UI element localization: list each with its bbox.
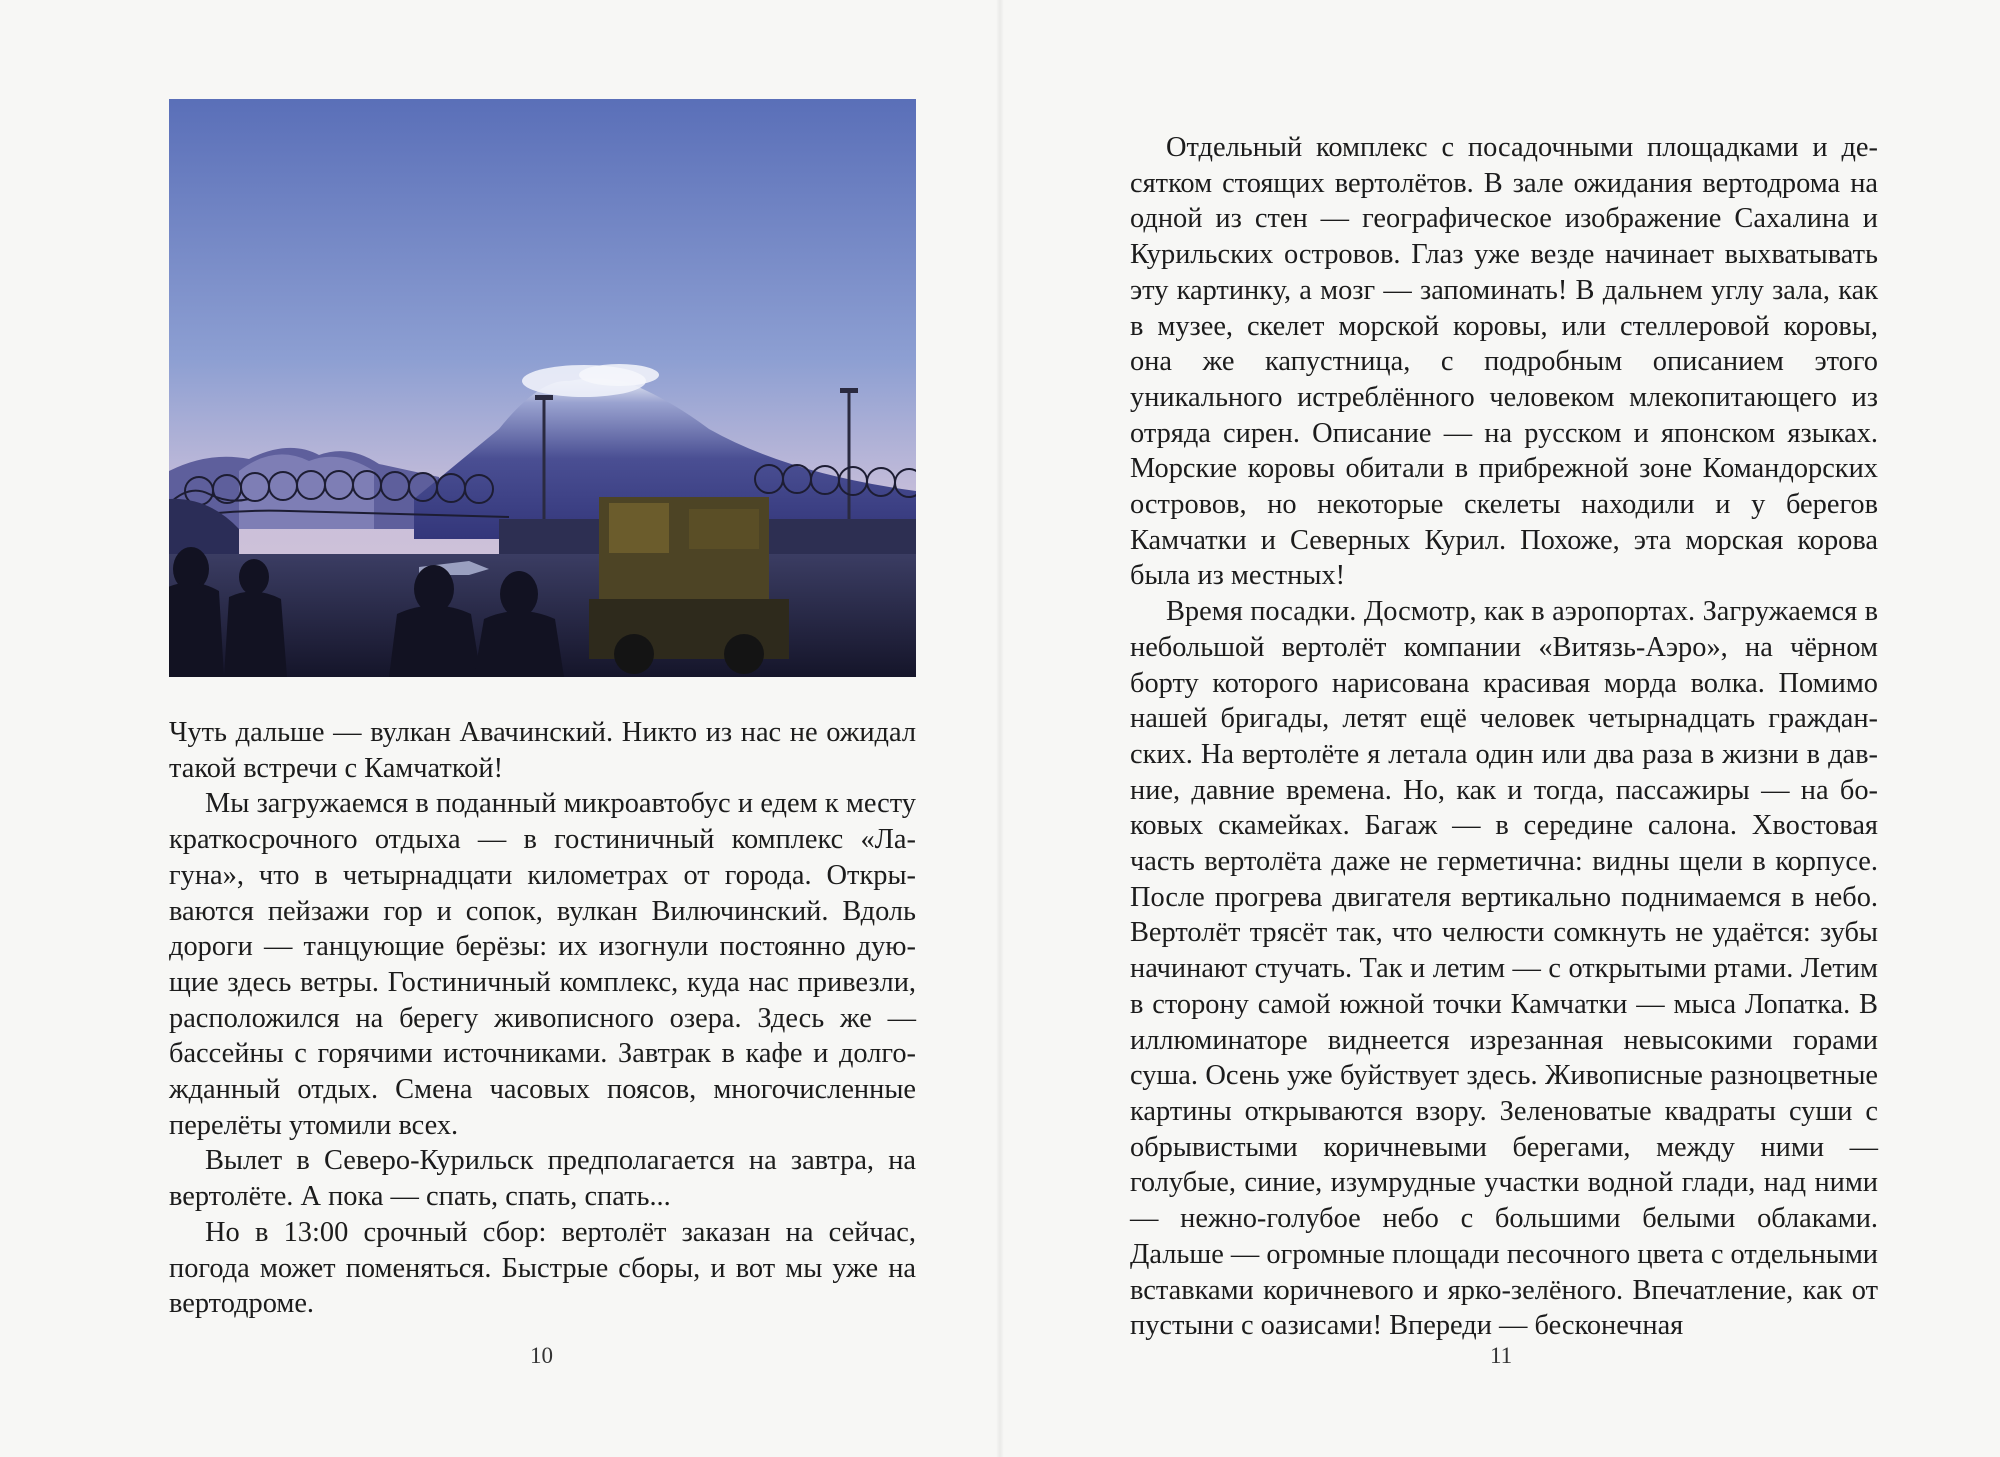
right-page-text xyxy=(1130,130,1878,1344)
volcano-photo-illustration xyxy=(169,99,916,677)
volcano-photo xyxy=(169,99,916,677)
paragraph: Отдельный комплекс с посадочными площадками и десятком стоящих вертолётов. В зале ожидания вертодрома на одной из стен — географическое изображение Сахалина и Курильских островов. Глаз уже везде начинает выхватывать эту картинку, а мозг — запоминать! В дальнем углу зала, как в музее, скелет морской коровы, или стеллеровой коровы, она же капустница, с подробным описанием этого уникального истреблённого человеком млекопитающего из отряда сирен. Описание — на русском и японском языках. Морские коровы обитали в прибрежной зоне Командорских островов, но некоторые скелеты находили и у берегов Камчатки и Северных Курил. Похоже, эта морская корова была из местных! xyxy=(1130,132,1878,592)
photo-caption: Чуть дальше — вулкан Авачинский. Никто из нас не ожидал такой встречи с Камчаткой! xyxy=(169,717,916,784)
paragraph: Вылет в Северо-Курильск предполагается на завтра, на вертолёте. А пока — спать, спать, спать... xyxy=(169,1145,916,1213)
right-page xyxy=(1000,0,2000,1457)
page-number-right: 11 xyxy=(1490,1343,1513,1368)
paragraph: Время посадки. Досмотр, как в аэропортах. Загружаемся в небольшой вертолёт компании «Витязь-Аэро», на чёрном борту которого нарисована красивая морда волка. Помимо нашей бригады, летят ещё человек четырнадцать гражданских. На вертолёте я летала один или два раза в жизни в давние, давние времена. Но, как и тогда, пассажиры — на боковых скамейках. Багаж — в середине салона. Хвостовая часть вертолёта даже не герметична: видны щели в корпусе. После прогрева двигателя вертикально поднимаемся в небо. Вертолёт трясёт так, что челюсти сомкнуть не удаётся: зубы начинают стучать. Так и летим — с открытыми ртами. Летим в сторону самой южной точки Камчатки — мыса Лопатка. В иллюминаторе виднеется изрезанная невысокими горами суша. Осень уже буйствует здесь. Живописные разноцветные картины открываются взору. Зеленоватые квадраты суши с обрывистыми коричневыми берегами, между ними — голубые, синие, изумрудные участки водной глади, над ними — нежно-голубое небо с большими белыми облаками. Дальше — огромные площади песочного цвета с отдельными вставками коричневого и ярко-зелёного. Впечатление, как от пустыни с оазисами! Впереди — бесконечная xyxy=(1130,596,1878,1342)
paragraph: Мы загружаемся в поданный микроавтобус и едем к месту краткосрочного отдыха — в гостиничный комплекс «Лагуна», что в четырнадцати километрах от города. Открываются пейзажи гор и сопок, вулкан Вилючинский. Вдоль дороги — танцующие берёзы: их изогнули постоянно дующие здесь ветры. Гостиничный комплекс, куда нас привезли, расположился на берегу живописного озера. Здесь же — бассейны с горячими источниками. Завтрак в кафе и долгожданный отдых. Смена часовых поясов, многочисленные перелёты утомили всех. xyxy=(169,788,916,1141)
left-page-text xyxy=(169,715,916,1322)
page-number-left: 10 xyxy=(530,1343,553,1368)
paragraph: Но в 13:00 срочный сбор: вертолёт заказан на сейчас, погода может поменяться. Быстрые сборы, и вот мы уже на вертодроме. xyxy=(169,1216,916,1320)
